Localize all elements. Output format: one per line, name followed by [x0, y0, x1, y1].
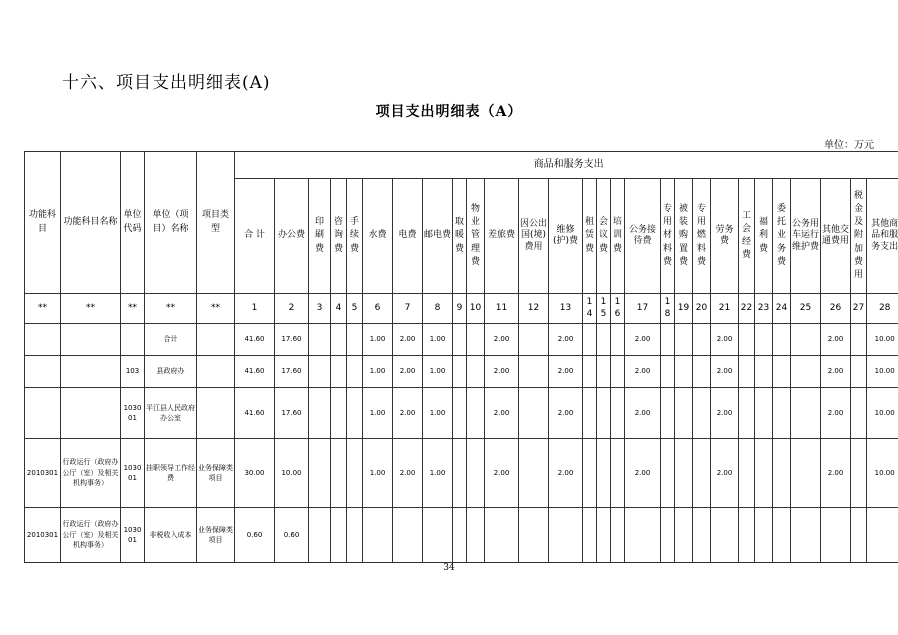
table-cell [467, 324, 485, 356]
table-cell [583, 324, 597, 356]
table-cell: 行政运行（政府办公厅（室）及相关机构事务） [61, 439, 121, 508]
table-cell [867, 508, 898, 563]
table-cell [739, 324, 755, 356]
column-header-cell [519, 179, 549, 294]
table-cell [423, 508, 453, 563]
column-header-label: 公务接待费 [628, 224, 656, 246]
table-cell [791, 508, 821, 563]
column-number-cell: 23 [755, 294, 773, 324]
column-header-cell [331, 179, 347, 294]
table-cell: 103001 [121, 439, 145, 508]
column-number-cell: 13 [549, 294, 583, 324]
table-cell [773, 439, 791, 508]
table-cell: 2.00 [549, 388, 583, 439]
table-cell [739, 508, 755, 563]
table-cell: 1.00 [423, 439, 453, 508]
table-cell: 行政运行（政府办公厅（室）及相关机构事务） [61, 508, 121, 563]
table-cell [597, 388, 611, 439]
table-cell [583, 388, 597, 439]
column-number-cell: 26 [821, 294, 851, 324]
table-cell [693, 508, 711, 563]
column-number-cell: 22 [739, 294, 755, 324]
section-heading: 十六、项目支出明细表(A) [62, 73, 271, 93]
table-cell: 2010301 [25, 439, 61, 508]
table-cell [331, 356, 347, 388]
page-number: 34 [443, 563, 455, 573]
table-cell: 2.00 [549, 356, 583, 388]
table-cell: 1.00 [363, 356, 393, 388]
table-cell [661, 324, 675, 356]
column-number-cell: ** [197, 294, 235, 324]
table-cell [519, 508, 549, 563]
table-cell [773, 508, 791, 563]
column-header-cell [675, 179, 693, 294]
table-cell: 2.00 [485, 324, 519, 356]
table-cell [611, 439, 625, 508]
table-row [25, 388, 898, 439]
column-header-cell [791, 179, 821, 294]
table-cell [675, 439, 693, 508]
column-header-label: 邮电费 [424, 230, 452, 241]
table-cell: 2.00 [393, 324, 423, 356]
column-number-cell: 5 [347, 294, 363, 324]
table-cell [773, 324, 791, 356]
column-header-cell [347, 179, 363, 294]
column-number-row [25, 294, 898, 324]
table-cell: 41.60 [235, 388, 275, 439]
table-cell: 17.60 [275, 388, 309, 439]
column-number-cell: 16 [611, 294, 625, 324]
column-header-label: 税金及附加费用 [853, 191, 863, 280]
column-header-label: 委托业务费 [776, 204, 786, 267]
table-cell: 2.00 [485, 439, 519, 508]
column-number-cell: 7 [393, 294, 423, 324]
table-cell [755, 439, 773, 508]
column-header-label: 电费 [398, 230, 417, 241]
column-header-label: 公务用车运行维护费 [792, 219, 820, 252]
table-cell: 1.00 [363, 388, 393, 439]
table-title: 项目支出明细表（A） [375, 104, 523, 120]
table-cell: 2.00 [625, 324, 661, 356]
table-cell [453, 439, 467, 508]
column-header-cell [693, 179, 711, 294]
table-cell [309, 388, 331, 439]
column-header-cell [851, 179, 867, 294]
column-number-cell: 24 [773, 294, 791, 324]
table-cell [675, 324, 693, 356]
table-cell [851, 439, 867, 508]
column-header-label: 会议费 [598, 217, 608, 254]
table-cell: 2.00 [625, 356, 661, 388]
table-cell [693, 388, 711, 439]
table-cell: 17.60 [275, 356, 309, 388]
table-cell: 平江县人民政府办公室 [145, 388, 197, 439]
table-cell [583, 508, 597, 563]
column-header-cell [309, 179, 331, 294]
table-cell [453, 356, 467, 388]
table-cell [739, 356, 755, 388]
column-header-label: 专用燃料费 [696, 204, 706, 267]
table-cell [739, 439, 755, 508]
table-cell: 103001 [121, 388, 145, 439]
table-cell [755, 508, 773, 563]
column-header-label: 租赁费 [584, 217, 594, 254]
table-cell [485, 508, 519, 563]
table-cell [583, 439, 597, 508]
table-cell: 10.00 [275, 439, 309, 508]
project-expenditure-table [24, 151, 898, 563]
column-number-cell: 8 [423, 294, 453, 324]
table-cell: 10.00 [867, 439, 898, 508]
table-cell [851, 324, 867, 356]
table-cell: 合计 [145, 324, 197, 356]
table-cell [61, 324, 121, 356]
table-cell: 1.00 [423, 324, 453, 356]
table-cell: 县政府办 [145, 356, 197, 388]
table-cell: 17.60 [275, 324, 309, 356]
table-cell [519, 388, 549, 439]
table-cell: 2.00 [625, 388, 661, 439]
table-cell [791, 439, 821, 508]
column-number-cell: 10 [467, 294, 485, 324]
table-cell: 2.00 [549, 439, 583, 508]
table-cell: 2.00 [625, 439, 661, 508]
table-cell [467, 388, 485, 439]
column-header-cell [597, 179, 611, 294]
table-cell: 2.00 [821, 439, 851, 508]
table-cell [755, 324, 773, 356]
table-cell [393, 508, 423, 563]
table-cell [467, 508, 485, 563]
table-cell [197, 388, 235, 439]
table-cell: 业务保障类项目 [197, 508, 235, 563]
table-cell: 41.60 [235, 356, 275, 388]
column-header-cell [275, 179, 309, 294]
column-number-cell: 25 [791, 294, 821, 324]
table-cell [625, 508, 661, 563]
table-row [25, 508, 898, 563]
table-cell [611, 324, 625, 356]
table-cell [347, 388, 363, 439]
table-cell [453, 388, 467, 439]
table-cell [611, 356, 625, 388]
column-number-cell: 9 [453, 294, 467, 324]
column-number-cell: 14 [583, 294, 597, 324]
column-number-cell: 4 [331, 294, 347, 324]
table-cell [821, 508, 851, 563]
table-cell [331, 439, 347, 508]
column-header-label: 工会经费 [741, 210, 751, 261]
table-cell [347, 356, 363, 388]
column-header-label: 福利费 [758, 217, 768, 254]
column-header-cell [867, 179, 898, 294]
column-header-cell [583, 179, 597, 294]
id-header-cell: 功能科目名称 [61, 152, 121, 294]
column-number-cell: 15 [597, 294, 611, 324]
table-cell: 挂职领导工作经费 [145, 439, 197, 508]
column-header-cell [363, 179, 393, 294]
column-header-cell [611, 179, 625, 294]
table-cell [519, 356, 549, 388]
column-header-label: 物业管理费 [470, 204, 480, 267]
table-cell [851, 508, 867, 563]
table-cell: 1.00 [423, 356, 453, 388]
column-header-label: 咨询费 [333, 217, 343, 254]
column-header-cell [423, 179, 453, 294]
table-cell [519, 439, 549, 508]
column-header-cell [467, 179, 485, 294]
column-header-label: 印刷费 [314, 217, 324, 254]
column-header-cell [821, 179, 851, 294]
column-number-cell: 2 [275, 294, 309, 324]
table-cell [661, 508, 675, 563]
column-number-cell: ** [25, 294, 61, 324]
column-number-cell: 19 [675, 294, 693, 324]
column-header-label: 办公费 [277, 230, 305, 241]
column-number-cell: 21 [711, 294, 739, 324]
table-cell: 103 [121, 356, 145, 388]
table-cell [597, 439, 611, 508]
table-cell [25, 324, 61, 356]
table-cell [331, 324, 347, 356]
column-number-cell: ** [61, 294, 121, 324]
table-cell [597, 356, 611, 388]
table-cell [597, 324, 611, 356]
column-number-cell: 20 [693, 294, 711, 324]
table-cell [583, 356, 597, 388]
column-header-label: 维修(护)费 [552, 224, 579, 246]
column-number-cell: ** [145, 294, 197, 324]
table-cell: 2.00 [485, 356, 519, 388]
table-cell [347, 508, 363, 563]
table-cell [661, 439, 675, 508]
column-header-cell [549, 179, 583, 294]
column-header-label: 手续费 [349, 217, 359, 254]
table-cell [25, 388, 61, 439]
column-number-cell: ** [121, 294, 145, 324]
table-cell [25, 356, 61, 388]
table-cell [755, 356, 773, 388]
table-cell [197, 356, 235, 388]
table-cell [309, 356, 331, 388]
table-cell [611, 388, 625, 439]
table-cell: 2.00 [393, 439, 423, 508]
table-cell: 非税收入成本 [145, 508, 197, 563]
table-row [25, 439, 898, 508]
table-cell: 2.00 [821, 324, 851, 356]
table-cell [331, 508, 347, 563]
table-cell: 0.60 [275, 508, 309, 563]
column-header-label: 培训费 [612, 217, 622, 254]
table-cell [773, 356, 791, 388]
table-cell [467, 439, 485, 508]
table-cell: 10.00 [867, 356, 898, 388]
column-number-cell: 6 [363, 294, 393, 324]
table-cell [675, 388, 693, 439]
group-header-cell: 商品和服务支出 [235, 152, 898, 179]
column-header-cell [755, 179, 773, 294]
table-cell: 2.00 [393, 388, 423, 439]
table-cell [711, 508, 739, 563]
column-header-cell [739, 179, 755, 294]
table-cell [61, 388, 121, 439]
table-cell [519, 324, 549, 356]
column-number-cell: 11 [485, 294, 519, 324]
table-cell: 1.00 [423, 388, 453, 439]
column-header-label: 其他商品和服务支出 [871, 219, 898, 252]
column-header-label: 水费 [368, 230, 387, 241]
table-cell: 2010301 [25, 508, 61, 563]
table-row [25, 324, 898, 356]
column-header-label: 差旅费 [487, 230, 515, 241]
table-cell [597, 508, 611, 563]
table-cell: 2.00 [711, 388, 739, 439]
table-cell [611, 508, 625, 563]
table-cell: 10.00 [867, 388, 898, 439]
table-cell: 2.00 [549, 324, 583, 356]
column-header-label: 专用材料费 [662, 204, 672, 267]
column-number-cell: 1 [235, 294, 275, 324]
table-row [25, 356, 898, 388]
table-cell [851, 356, 867, 388]
column-header-cell [393, 179, 423, 294]
table-cell [675, 356, 693, 388]
table-cell: 41.60 [235, 324, 275, 356]
table-cell [61, 356, 121, 388]
table-cell: 2.00 [821, 388, 851, 439]
id-header-cell: 项目类型 [197, 152, 235, 294]
table-cell [197, 324, 235, 356]
column-header-label: 因公出国(境)费用 [520, 219, 548, 252]
table-cell [309, 439, 331, 508]
table-cell [347, 439, 363, 508]
column-header-cell [711, 179, 739, 294]
table-cell [755, 388, 773, 439]
id-header-cell: 单位代码 [121, 152, 145, 294]
column-header-label: 劳务费 [715, 224, 734, 246]
column-number-cell: 28 [867, 294, 898, 324]
table-cell: 2.00 [485, 388, 519, 439]
table-cell: 2.00 [711, 356, 739, 388]
table-cell [661, 388, 675, 439]
table-cell: 30.00 [235, 439, 275, 508]
table-cell [791, 356, 821, 388]
table-cell [693, 356, 711, 388]
table-cell [309, 508, 331, 563]
table-cell: 1.00 [363, 324, 393, 356]
table-cell [549, 508, 583, 563]
column-header-cell [773, 179, 791, 294]
table-cell [791, 324, 821, 356]
table-cell [791, 388, 821, 439]
column-header-label: 合 计 [244, 230, 265, 241]
column-header-label: 被装购置费 [678, 204, 688, 267]
table-cell: 2.00 [711, 439, 739, 508]
id-header-cell: 单位（项目）名称 [145, 152, 197, 294]
table-cell [331, 388, 347, 439]
table-cell: 2.00 [393, 356, 423, 388]
table-cell [453, 508, 467, 563]
table-cell [693, 439, 711, 508]
table-cell [675, 508, 693, 563]
unit-label: 单位：万元 [824, 140, 874, 151]
column-number-cell: 17 [625, 294, 661, 324]
table-cell: 1.00 [363, 439, 393, 508]
table-cell: 10.00 [867, 324, 898, 356]
table-cell [851, 388, 867, 439]
table-cell [773, 388, 791, 439]
column-header-label: 其他交通费用 [822, 224, 850, 246]
column-number-cell: 3 [309, 294, 331, 324]
table-cell: 业务保障类项目 [197, 439, 235, 508]
column-header-label: 取暖费 [454, 217, 464, 254]
column-header-cell [661, 179, 675, 294]
table-cell: 2.00 [711, 324, 739, 356]
column-number-cell: 18 [661, 294, 675, 324]
column-header-cell [485, 179, 519, 294]
table-cell: 2.00 [821, 356, 851, 388]
table-cell [661, 356, 675, 388]
table-cell [363, 508, 393, 563]
id-header-cell: 功能科目 [25, 152, 61, 294]
table-cell [121, 324, 145, 356]
table-cell [453, 324, 467, 356]
column-header-cell [453, 179, 467, 294]
table-cell: 0.60 [235, 508, 275, 563]
column-header-cell [625, 179, 661, 294]
column-header-cell [235, 179, 275, 294]
table-cell [739, 388, 755, 439]
column-number-cell: 12 [519, 294, 549, 324]
table-cell [347, 324, 363, 356]
table-cell [693, 324, 711, 356]
table-cell: 103001 [121, 508, 145, 563]
table-cell [309, 324, 331, 356]
column-number-cell: 27 [851, 294, 867, 324]
table-cell [467, 356, 485, 388]
group-header-row [25, 152, 898, 179]
